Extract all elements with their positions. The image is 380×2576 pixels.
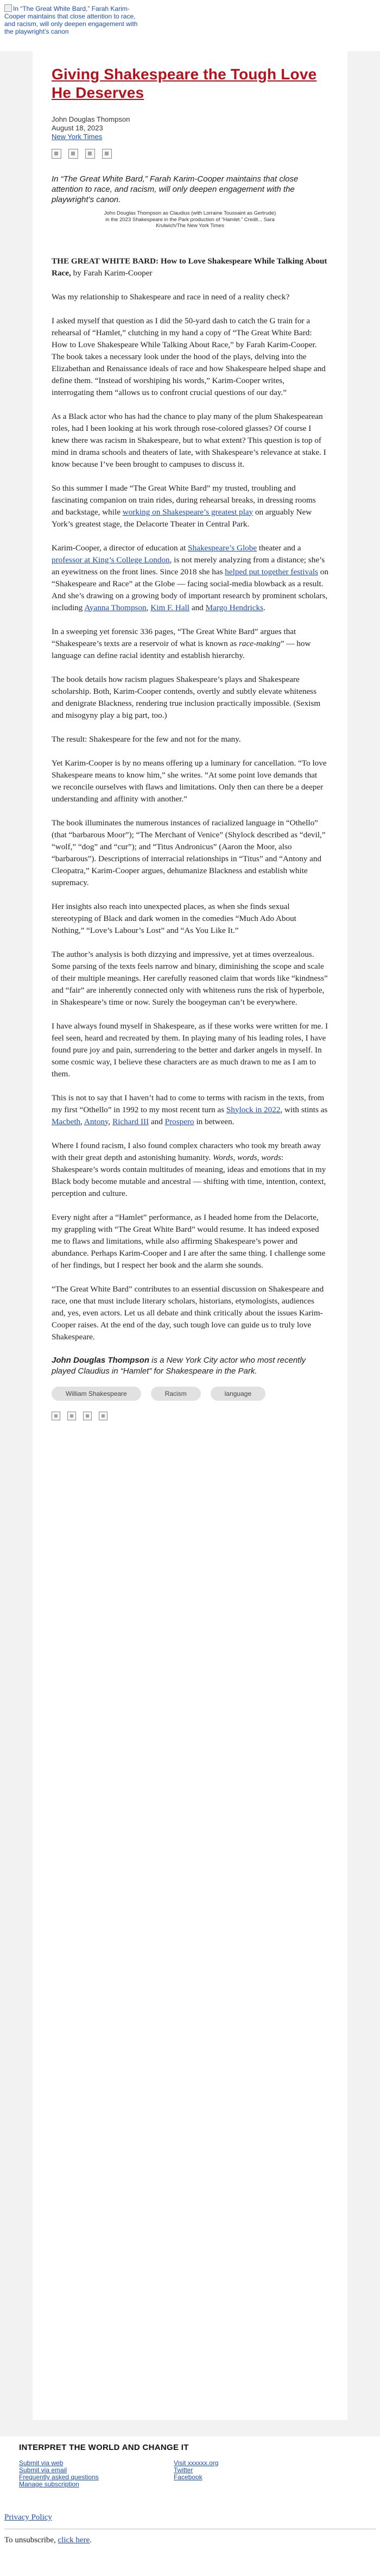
p4-text-a: So this summer I made “The Great White Bard” my trusted, troubling and fascinating companion on train rides, during rehearsal breaks, in dressing rooms and backstage, while (52, 483, 316, 517)
p5-text-b: theater and a (257, 543, 301, 553)
p14-text-c: , (80, 1117, 84, 1126)
facebook-link[interactable]: Facebook (174, 2473, 202, 2481)
ayanna-thompson-link[interactable]: Ayanna Thompson (84, 603, 147, 612)
photo-caption: John Douglas Thompson as Claudius (with Lorraine Toussaint as Gertrude) in the 2023 Shakespeare in the Park production of “Hamlet.” Credit... Sara Krulwich/The New York Times (104, 210, 276, 229)
kings-college-link[interactable]: professor at King’s College London (52, 555, 170, 565)
p6-text-a: In a sweeping yet forensic 336 pages, “The Great White Bard” argues that “Shakespeare’s texts are a reservoir of what is known as (52, 626, 296, 648)
p5-text-f: and (189, 603, 206, 612)
broken-image-icon (4, 4, 12, 12)
share-facebook-icon[interactable] (52, 149, 61, 159)
antony-link[interactable]: Antony (84, 1117, 109, 1126)
p5-text-c: , is not merely analyzing from a distance; she’s an eyewitness on the front lines. Since 2018 she has (52, 555, 325, 576)
paragraph-7: The book details how racism plagues Shakespeare’s plays and Shakespeare scholarship. Both, Karim-Cooper contends, overtly and subtly elevate whiteness and denigrate Blackness, rendering true inclusion practically impossible. (Sexism and misogyny play a big part, too.) (52, 674, 321, 720)
paragraph-12: The author’s analysis is both dizzying and impressive, yet at times overzealous. Some parsing of the texts feels narrow and binary, diminishing the scope and scale of their multiple meanings. Her carefully reasoned claim that words like “kindness” and “fair” are inherently connected only with whiteness runs the risk of hyperbole, in Shakespeare’s time or now. Surely the boogeyman can’t be everywhere. (52, 949, 328, 1007)
share-twitter-icon[interactable] (67, 1412, 76, 1420)
share-facebook-icon[interactable] (52, 1412, 60, 1420)
author-bio (52, 1355, 328, 1377)
tag-list (52, 1387, 328, 1406)
margo-hendricks-link[interactable]: Margo Hendricks (205, 603, 263, 612)
p15-text-a: Where I found racism, I also found complex characters who took my breath away with their great depth and astonishing humanity. (52, 1140, 321, 1162)
unsubscribe-line (0, 2536, 380, 2545)
paragraph-9: Yet Karim-Cooper is by no means offering up a luminary for cancellation. “To love Shakespeare means to know him,” she writes. “At some point love demands that we reconcile ourselves with flaws and limitations. Only then can there be a deeper understanding and affinity with another.” (52, 758, 327, 804)
visit-site-link[interactable]: Visit xxxxxx.org (174, 2459, 219, 2467)
paragraph-6 (52, 626, 328, 662)
paragraph-1: Was my relationship to Shakespeare and race in need of a reality check? (52, 292, 290, 302)
p5-text-g: . (263, 603, 265, 612)
p4-text-b: on arguably New York’s greatest stage, the Delacorte Theater in Central Park. (52, 507, 312, 529)
share-icons-bottom (52, 1412, 328, 1422)
source-link[interactable]: New York Times (52, 133, 103, 141)
paragraph-8: The result: Shakespeare for the few and not for the many. (52, 734, 241, 744)
hamlet-production-link[interactable]: working on Shakespeare’s greatest play (122, 507, 254, 517)
book-info-paragraph (52, 255, 328, 279)
p15-text-b: : Shakespeare’s words contain multitudes of meaning, ideas and emotions that in my Black body become mutable and ancestral — shifting with time, intention, context, perception and culture. (52, 1152, 326, 1198)
byline (52, 115, 328, 141)
p5-text-a: Karim-Cooper, a director of education at (52, 543, 188, 553)
publish-date: August 18, 2023 (52, 124, 103, 132)
tag-william-shakespeare[interactable]: William Shakespeare (52, 1387, 141, 1401)
p14-text-d: , (108, 1117, 113, 1126)
p14-text-b: , with stints as (280, 1105, 328, 1114)
footer-left-links (19, 2460, 174, 2488)
article-body (52, 255, 328, 1343)
unsubscribe-link[interactable]: click here (58, 2536, 90, 2544)
share-link-icon[interactable] (99, 1412, 107, 1420)
p6-text-b: ” — how language can define racial identity and establish hierarchy. (52, 638, 311, 660)
macbeth-link[interactable]: Macbeth (52, 1117, 81, 1126)
footer-right-links (174, 2460, 328, 2488)
words-emphasis: Words, words, words (212, 1152, 281, 1162)
p14-text-e: and (149, 1117, 165, 1126)
kim-hall-link[interactable]: Kim F. Hall (150, 603, 190, 612)
festivals-link[interactable]: helped put together festivals (225, 567, 318, 576)
manage-subscription-link[interactable]: Manage subscription (19, 2480, 79, 2488)
author-bio-text: is a New York City actor who most recently played Claudius in “Hamlet” for Shakespeare in the Park. (52, 1355, 306, 1376)
hero-image-alt-text: In “The Great White Bard,” Farah Karim-Cooper maintains that close attention to race, and racism, will only deepen engagement with the playwright’s canon (4, 5, 138, 35)
article-summary: In “The Great White Bard,” Farah Karim-Cooper maintains that close attention to race, and racism, will only deepen engagement with the playwright’s canon. (52, 174, 299, 204)
paragraph-3: As a Black actor who has had the chance to play many of the plum Shakespearean roles, had I been looking at his work through rose-colored glasses? Of course I knew there was racism in Shakespeare, but to what extent? This question is top of mind in drama schools and theaters of late, with Shakespeare’s relevance at stake. I know because I’ve been brought to campuses to discuss it. (52, 411, 326, 469)
p5-text-d: on “Shakespeare and Race” at the Globe — facing social-media blowback as a result. And she’s drawing on a growing body of important research by prominent scholars, including (52, 567, 328, 612)
paragraph-17: “The Great White Bard” contributes to an essential discussion on Shakespeare and race, one that must include literary scholars, historians, etymologists, audiences and, yes, even actors. Let us all debate and think critically about the issues Karim-Cooper raises. At the end of the day, such tough love can guide us to truly love Shakespeare. (52, 1284, 324, 1342)
top-header (0, 0, 380, 51)
paragraph-2: I asked myself that question as I did the 50-yard dash to catch the G train for a rehearsal of “Hamlet,” clutching in my hand a copy of “The Great White Bard: How to Love Shakespeare While Talking About Race,” by Farah Karim-Cooper. The book takes a necessary look under the hood of the plays, delving into the Elizabethan and Renaissance ideals of race and how Shakespeare helped shape and define them. “Instead of worshiping his words,” Karim-Cooper writes, interrogating them “allows us to confront crucial questions of our day.” (52, 316, 326, 397)
prospero-link[interactable]: Prospero (164, 1117, 194, 1126)
faq-link[interactable]: Frequently asked questions (19, 2473, 99, 2481)
paragraph-11: Her insights also reach into unexpected places, as when she finds sexual stereotyping of Black and dark women in the comedies “Much Ado About Nothing,” “Love’s Labour’s Lost” and “As You Like It.” (52, 901, 296, 935)
race-making-emphasis: race-making (238, 638, 281, 648)
paragraph-13: I have always found myself in Shakespeare, as if these works were written for me. I feel seen, heard and recreated by them. In playing many of his leading roles, I have found pure joy and pain, surrendering to the better and darker angels in myself. In some cosmic way, I believe these characters are as much drawn to me as I am to them. (52, 1021, 328, 1079)
tag-racism[interactable]: Racism (151, 1387, 201, 1401)
globe-link[interactable]: Shakespeare’s Globe (188, 543, 257, 553)
paragraph-4 (52, 482, 328, 530)
newsletter-footer (0, 2436, 380, 2488)
legal-footer (0, 2513, 380, 2545)
p5-text-e: , (146, 603, 151, 612)
paragraph-5 (52, 542, 328, 614)
hero-image[interactable] (4, 4, 143, 48)
share-link-icon[interactable] (102, 149, 112, 159)
shylock-link[interactable]: Shylock in 2022 (226, 1105, 281, 1114)
book-author-text: by Farah Karim-Cooper (71, 268, 153, 278)
privacy-policy-link[interactable]: Privacy Policy (4, 2513, 52, 2522)
article-card (33, 51, 347, 2420)
paragraph-14 (52, 1092, 328, 1128)
submit-email-link[interactable]: Submit via email (19, 2466, 67, 2474)
twitter-link[interactable]: Twitter (174, 2466, 193, 2474)
share-email-icon[interactable] (83, 1412, 92, 1420)
share-email-icon[interactable] (85, 149, 95, 159)
p14-text-a: This is not to say that I haven’t had to come to terms with racism in the texts, from my first “Othello” in 1992 to my most recent turn as (52, 1093, 325, 1114)
richard-iii-link[interactable]: Richard III (112, 1117, 149, 1126)
unsubscribe-text: To unsubscribe, (4, 2536, 58, 2544)
article-title[interactable]: Giving Shakespeare the Tough Love He Deserves (52, 66, 317, 101)
share-icons-top (52, 149, 328, 160)
paragraph-10: The book illuminates the numerous instances of racialized language in “Othello” (that “barbarous Moor”); “The Merchant of Venice” (Shylock described as “devil,” “wolf,” “dog” and “cur”); and “Titus Andronicus” (Aaron the Moor, also “barbarous”). Descriptions of interracial relationships in “Titus” and “Antony and Cleopatra,” Karim-Cooper argues, dehumanize Blackness and establish white supremacy. (52, 818, 326, 887)
paragraph-16: Every night after a “Hamlet” performance, as I headed home from the Delacorte, my grappling with “The Great White Bard” would resume. It has indeed exposed me to flaws and limitations, while also affirming Shakespeare’s power and abundance. Perhaps Karim-Cooper and I are after the same thing. I challenge some of her findings, but I respect her book and the alarm she sounds. (52, 1212, 326, 1270)
submit-web-link[interactable]: Submit via web (19, 2459, 64, 2467)
share-twitter-icon[interactable] (68, 149, 78, 159)
p14-text-f: in between. (194, 1117, 235, 1126)
author-bio-name: John Douglas Thompson (52, 1355, 149, 1365)
author-name: John Douglas Thompson (52, 115, 130, 123)
book-title-bold: THE GREAT WHITE BARD: How to Love Shakespeare While Talking About Race, (52, 256, 327, 278)
tag-language[interactable]: language (211, 1387, 265, 1401)
unsubscribe-period: . (90, 2536, 92, 2544)
footer-heading: INTERPRET THE WORLD AND CHANGE IT (19, 2443, 189, 2452)
paragraph-15 (52, 1140, 328, 1200)
